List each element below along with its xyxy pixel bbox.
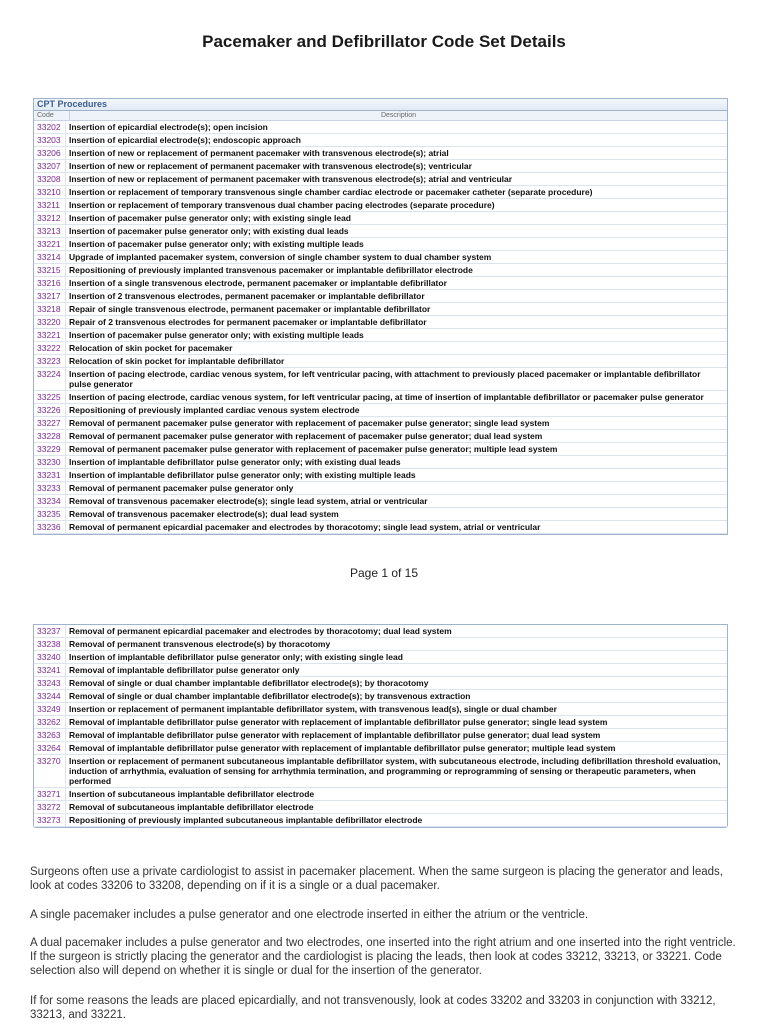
table-row: [34, 430, 727, 443]
row-description: Insertion of epicardial electrode(s); endoscopic approach: [69, 135, 301, 145]
row-code: 33210: [34, 186, 66, 198]
row-description: Repositioning of previously implanted subcutaneous implantable defibrillator electrode: [69, 815, 423, 825]
column-header-code: Code: [34, 111, 70, 120]
table-row: [34, 391, 727, 404]
row-code: 33244: [34, 690, 66, 702]
table-header: [34, 111, 727, 121]
table-row: [34, 225, 727, 238]
row-code: 33272: [34, 801, 66, 813]
row-code: 33218: [34, 303, 66, 315]
row-code: 33235: [34, 508, 66, 520]
row-description: Removal of single or dual chamber implantable defibrillator electrode(s); by thoracotomy: [69, 678, 429, 688]
table-row: [34, 417, 727, 430]
row-code: 33230: [34, 456, 66, 468]
row-description: Insertion of new or replacement of permanent pacemaker with transvenous electrode(s); atrial: [69, 148, 449, 158]
row-description: Insertion of pacing electrode, cardiac venous system, for left ventricular pacing, at time of insertion of implantable defibrillator or pacemaker pulse generator: [69, 392, 704, 402]
row-description: Removal of permanent pacemaker pulse generator only: [69, 483, 294, 493]
row-code: 33216: [34, 277, 66, 289]
table-row: [34, 755, 727, 788]
row-description: Repair of 2 transvenous electrodes for permanent pacemaker or implantable defibrillator: [69, 317, 427, 327]
table-row: [34, 456, 727, 469]
row-code: 33207: [34, 160, 66, 172]
row-code: 33203: [34, 134, 66, 146]
row-description: Insertion of subcutaneous implantable defibrillator electrode: [69, 789, 315, 799]
page-title: Pacemaker and Defibrillator Code Set Details: [202, 32, 566, 51]
table-row: [34, 703, 727, 716]
table-row: [34, 469, 727, 482]
cpt-table-page-2: [33, 624, 728, 828]
row-code: 33225: [34, 391, 66, 403]
table-row: [34, 147, 727, 160]
row-code: 33263: [34, 729, 66, 741]
row-description: Insertion of pacing electrode, cardiac venous system, for left ventricular pacing, with attachment to previously placed pacemaker or implantable defibrillator pulse generator: [69, 369, 701, 389]
table-row: [34, 329, 727, 342]
row-description: Removal of implantable defibrillator pulse generator with replacement of implantable defibrillator pulse generator; single lead system: [69, 717, 608, 727]
table-row: [34, 729, 727, 742]
row-code: 33202: [34, 121, 66, 133]
row-code: 33220: [34, 316, 66, 328]
paragraph-single-pacemaker: A single pacemaker includes a pulse generator and one electrode inserted in either the atrium or the ventricle.: [30, 909, 589, 921]
row-description: Relocation of skin pocket for pacemaker: [69, 343, 233, 353]
table-body-page-1: [34, 121, 727, 534]
row-description: Insertion of pacemaker pulse generator only; with existing multiple leads: [69, 330, 364, 340]
row-description: Removal of permanent epicardial pacemaker and electrodes by thoracotomy; single lead system, atrial or ventricular: [69, 522, 541, 532]
row-code: 33240: [34, 651, 66, 663]
table-row: [34, 342, 727, 355]
row-description: Insertion of new or replacement of permanent pacemaker with transvenous electrode(s); ventricular: [69, 161, 472, 171]
row-description: Insertion or replacement of temporary transvenous single chamber cardiac electrode or pacemaker catheter (separate procedure): [69, 187, 593, 197]
row-code: 33211: [34, 199, 66, 211]
table-row: [34, 277, 727, 290]
table-row: [34, 690, 727, 703]
row-code: 33271: [34, 788, 66, 800]
table-row: [34, 238, 727, 251]
row-code: 33236: [34, 521, 66, 533]
row-description: Insertion of implantable defibrillator pulse generator only; with existing single lead: [69, 652, 403, 662]
page-number: Page 1 of 15: [349, 566, 419, 580]
row-description: Repair of single transvenous electrode, permanent pacemaker or implantable defibrillator: [69, 304, 431, 314]
table-body-page-2: [34, 625, 727, 827]
row-description: Insertion of pacemaker pulse generator only; with existing dual leads: [69, 226, 349, 236]
table-row: [34, 482, 727, 495]
row-description: Relocation of skin pocket for implantable defibrillator: [69, 356, 285, 366]
row-description: Repositioning of previously implanted cardiac venous system electrode: [69, 405, 360, 415]
paragraph-epicardial-leads: If for some reasons the leads are placed epicardially, and not transvenously, look at codes 33202 and 33203 in conjunction with 33212, 33213, and 33221.: [30, 995, 716, 1021]
row-description: Insertion of pacemaker pulse generator only; with existing multiple leads: [69, 239, 364, 249]
row-description: Removal of permanent pacemaker pulse generator with replacement of pacemaker pulse generator; multiple lead system: [69, 444, 558, 454]
table-row: [34, 742, 727, 755]
row-code: 33233: [34, 482, 66, 494]
paragraph-dual-pacemaker: A dual pacemaker includes a pulse generator and two electrodes, one inserted into the right atrium and one inserted into the right ventricle. If the surgeon is strictly placing the generator and the cardiologist is placing the leads, then look at codes 33212, 33213, or 33221. Code selection also will depend on whether it is single or dual for the insertion of the generator.: [30, 937, 736, 977]
table-row: [34, 404, 727, 417]
row-code: 33262: [34, 716, 66, 728]
row-description: Insertion or replacement of temporary transvenous dual chamber pacing electrodes (separate procedure): [69, 200, 495, 210]
table-caption: CPT Procedures: [34, 99, 727, 111]
row-description: Insertion or replacement of permanent implantable defibrillator system, with transvenous lead(s), single or dual chamber: [69, 704, 557, 714]
table-row: [34, 316, 727, 329]
table-row: [34, 160, 727, 173]
table-row: [34, 495, 727, 508]
row-code: 33217: [34, 290, 66, 302]
row-code: 33212: [34, 212, 66, 224]
row-code: 33243: [34, 677, 66, 689]
row-description: Removal of permanent epicardial pacemaker and electrodes by thoracotomy; dual lead system: [69, 626, 452, 636]
row-code: 33270: [34, 755, 66, 787]
row-code: 33241: [34, 664, 66, 676]
row-code: 33214: [34, 251, 66, 263]
row-code: 33213: [34, 225, 66, 237]
row-code: 33227: [34, 417, 66, 429]
table-row: [34, 716, 727, 729]
row-description: Removal of transvenous pacemaker electrode(s); single lead system, atrial or ventricular: [69, 496, 428, 506]
row-code: 33223: [34, 355, 66, 367]
table-row: [34, 173, 727, 186]
row-code: 33226: [34, 404, 66, 416]
row-description: Removal of transvenous pacemaker electrode(s); dual lead system: [69, 509, 339, 519]
row-code: 33208: [34, 173, 66, 185]
row-description: Repositioning of previously implanted transvenous pacemaker or implantable defibrillator electrode: [69, 265, 473, 275]
table-row: [34, 264, 727, 277]
row-code: 33249: [34, 703, 66, 715]
table-row: [34, 814, 727, 827]
row-description: Removal of subcutaneous implantable defibrillator electrode: [69, 802, 314, 812]
row-description: Insertion of pacemaker pulse generator only; with existing single lead: [69, 213, 351, 223]
table-row: [34, 212, 727, 225]
table-row: [34, 651, 727, 664]
row-description: Removal of permanent pacemaker pulse generator with replacement of pacemaker pulse generator; single lead system: [69, 418, 550, 428]
row-description: Removal of implantable defibrillator pulse generator with replacement of implantable defibrillator pulse generator; multiple lead system: [69, 743, 616, 753]
table-row: [34, 664, 727, 677]
row-description: Insertion of a single transvenous electrode, permanent pacemaker or implantable defibrillator: [69, 278, 447, 288]
row-code: 33222: [34, 342, 66, 354]
table-row: [34, 638, 727, 651]
row-code: 33215: [34, 264, 66, 276]
row-code: 33224: [34, 368, 66, 390]
row-code: 33206: [34, 147, 66, 159]
table-row: [34, 134, 727, 147]
table-row: [34, 368, 727, 391]
row-description: Insertion of new or replacement of permanent pacemaker with transvenous electrode(s); atrial and ventricular: [69, 174, 513, 184]
row-code: 33237: [34, 625, 66, 637]
row-description: Removal of permanent pacemaker pulse generator with replacement of pacemaker pulse generator; dual lead system: [69, 431, 543, 441]
row-description: Removal of single or dual chamber implantable defibrillator electrode(s); by transvenous extraction: [69, 691, 471, 701]
table-row: [34, 508, 727, 521]
row-description: Insertion of 2 transvenous electrodes, permanent pacemaker or implantable defibrillator: [69, 291, 425, 301]
table-row: [34, 290, 727, 303]
row-code: 33264: [34, 742, 66, 754]
row-code: 33229: [34, 443, 66, 455]
column-header-description: Description: [380, 112, 416, 119]
row-code: 33221: [34, 329, 66, 341]
table-row: [34, 121, 727, 134]
table-row: [34, 677, 727, 690]
row-code: 33228: [34, 430, 66, 442]
table-row: [34, 186, 727, 199]
table-row: [34, 801, 727, 814]
table-row: [34, 199, 727, 212]
row-description: Removal of implantable defibrillator pulse generator only: [69, 665, 300, 675]
table-row: [34, 303, 727, 316]
row-description: Upgrade of implanted pacemaker system, conversion of single chamber system to dual chamber system: [69, 252, 492, 262]
table-row: [34, 788, 727, 801]
table-row: [34, 251, 727, 264]
row-code: 33231: [34, 469, 66, 481]
paragraph-surgeons: Surgeons often use a private cardiologist to assist in pacemaker placement. When the same surgeon is placing the generator and leads, look at codes 33206 to 33208, depending on if it is a single or a dual pacemaker.: [30, 866, 723, 892]
row-description: Removal of permanent transvenous electrode(s) by thoracotomy: [69, 639, 331, 649]
table-row: [34, 521, 727, 534]
row-code: 33221: [34, 238, 66, 250]
cpt-table-page-1: [33, 98, 728, 535]
row-code: 33234: [34, 495, 66, 507]
row-code: 33238: [34, 638, 66, 650]
table-row: [34, 625, 727, 638]
row-code: 33273: [34, 814, 66, 826]
row-description: Insertion of implantable defibrillator pulse generator only; with existing dual leads: [69, 457, 401, 467]
table-row: [34, 443, 727, 456]
row-description: Insertion of epicardial electrode(s); open incision: [69, 122, 268, 132]
row-description: Insertion of implantable defibrillator pulse generator only; with existing multiple leads: [69, 470, 416, 480]
row-description: Insertion or replacement of permanent subcutaneous implantable defibrillator system, with subcutaneous electrode, including defibrillation threshold evaluation, induction of arrhythmia, evaluation of sensing for arrhythmia termination, and programming or reprogramming of sensing or therapeutic parameters, when performed: [69, 756, 721, 786]
row-description: Removal of implantable defibrillator pulse generator with replacement of implantable defibrillator pulse generator; dual lead system: [69, 730, 601, 740]
table-row: [34, 355, 727, 368]
